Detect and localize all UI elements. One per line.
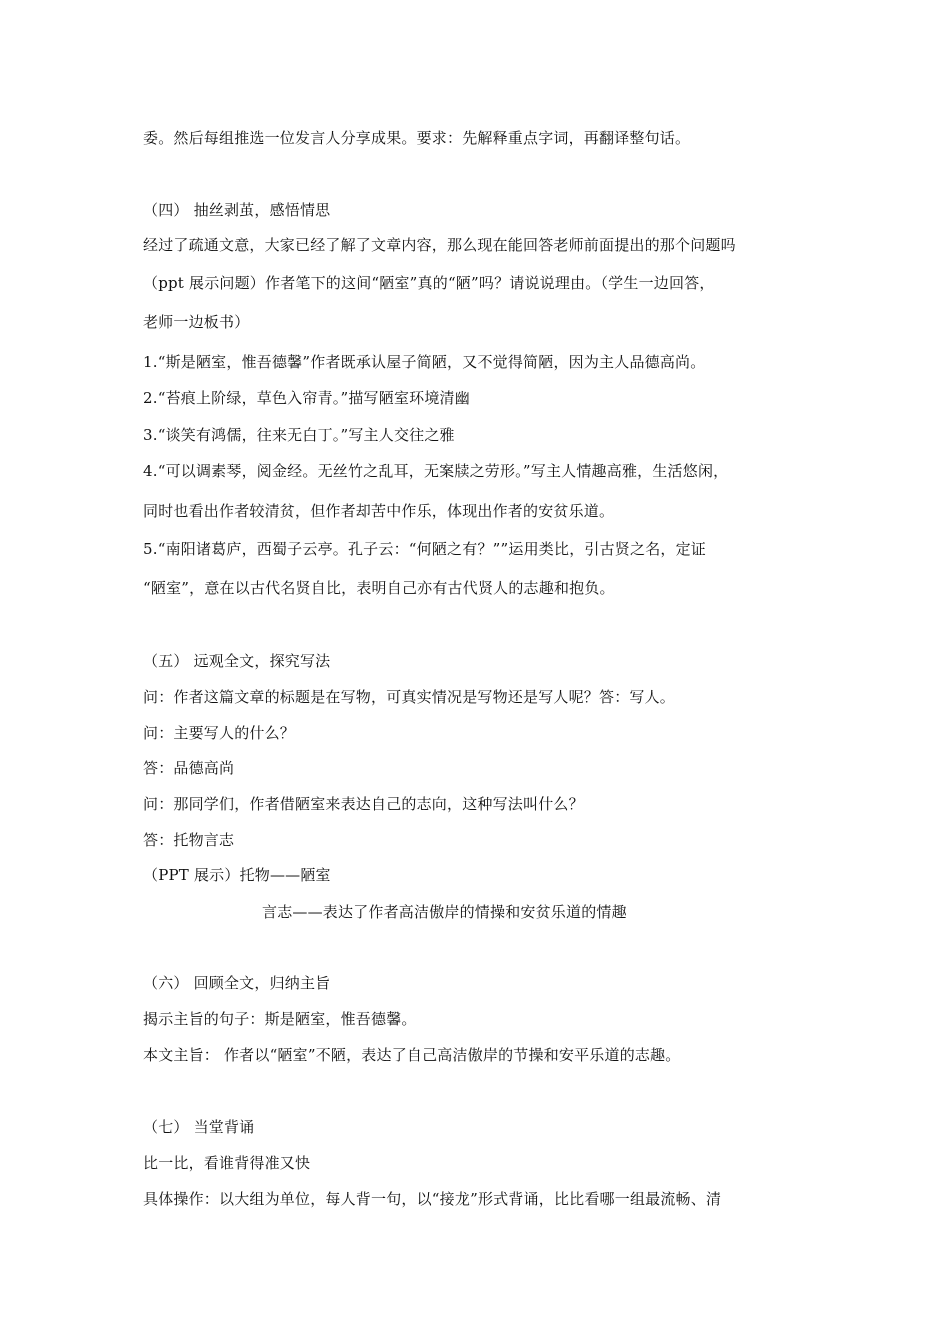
list-item-3: 3.“谈笑有鸿儒，往来无白丁。”写主人交往之雅: [143, 426, 455, 444]
list-item-5-line-2: “陋室”，意在以古代名贤自比，表明自己亦有古代贤人的志趣和抱负。: [143, 579, 615, 597]
ppt-line-2: 言志——表达了作者高洁傲岸的情操和安贫乐道的情趣: [262, 903, 627, 921]
section-4-heading: （四） 抽丝剥茧，感悟情思: [143, 201, 331, 219]
question-1: 问：作者这篇文章的标题是在写物，可真实情况是写物还是写人呢？答：写人。: [143, 688, 676, 706]
section-7-line-2: 具体操作：以大组为单位，每人背一句，以“接龙”形式背诵，比比看哪一组最流畅、清: [143, 1190, 722, 1208]
question-3: 问：那同学们，作者借陋室来表达自己的志向，这种写法叫什么？: [143, 795, 584, 813]
list-item-4-line-1: 4.“可以调素琴，阅金经。无丝竹之乱耳，无案牍之劳形。”写主人情趣高雅，生活悠闲，: [143, 462, 729, 480]
answer-2: 答：品德高尚: [143, 759, 235, 777]
answer-3: 答：托物言志: [143, 831, 235, 849]
section-4-paragraph-line-3: 老师一边板书）: [143, 313, 250, 331]
section-7-heading: （七） 当堂背诵: [143, 1118, 255, 1136]
list-item-4-line-2: 同时也看出作者较清贫，但作者却苦中作乐，体现出作者的安贫乐道。: [143, 502, 615, 520]
list-item-5-line-1: 5.“南阳诸葛庐，西蜀子云亭。孔子云：“何陋之有？””运用类比，引古贤之名，定证: [143, 540, 706, 558]
question-2: 问：主要写人的什么？: [143, 724, 296, 742]
section-6-heading: （六） 回顾全文，归纳主旨: [143, 974, 331, 992]
list-item-2: 2.“苔痕上阶绿，草色入帘青。”描写陋室环境清幽: [143, 389, 470, 407]
section-4-paragraph-line-1: 经过了疏通文意，大家已经了解了文章内容，那么现在能回答老师前面提出的那个问题吗: [143, 236, 736, 254]
ppt-line-1: （PPT 展示）托物——陋室: [143, 866, 331, 884]
list-item-1: 1.“斯是陋室，惟吾德馨”作者既承认屋子简陋，又不觉得简陋，因为主人品德高尚。: [143, 353, 706, 371]
section-7-line-1: 比一比，看谁背得准又快: [143, 1154, 311, 1172]
theme-summary: 本文主旨： 作者以“陋室”不陋，表达了自己高洁傲岸的节操和安平乐道的志趣。: [143, 1046, 681, 1064]
intro-line: 委。然后每组推选一位发言人分享成果。要求：先解释重点字词，再翻译整句话。: [143, 129, 691, 147]
section-4-paragraph-line-2: （ppt 展示问题）作者笔下的这间“陋室”真的“陋”吗？请说说理由。（学生一边回答，: [143, 274, 715, 292]
theme-sentence: 揭示主旨的句子：斯是陋室，惟吾德馨。: [143, 1010, 417, 1028]
section-5-heading: （五） 远观全文，探究写法: [143, 652, 331, 670]
